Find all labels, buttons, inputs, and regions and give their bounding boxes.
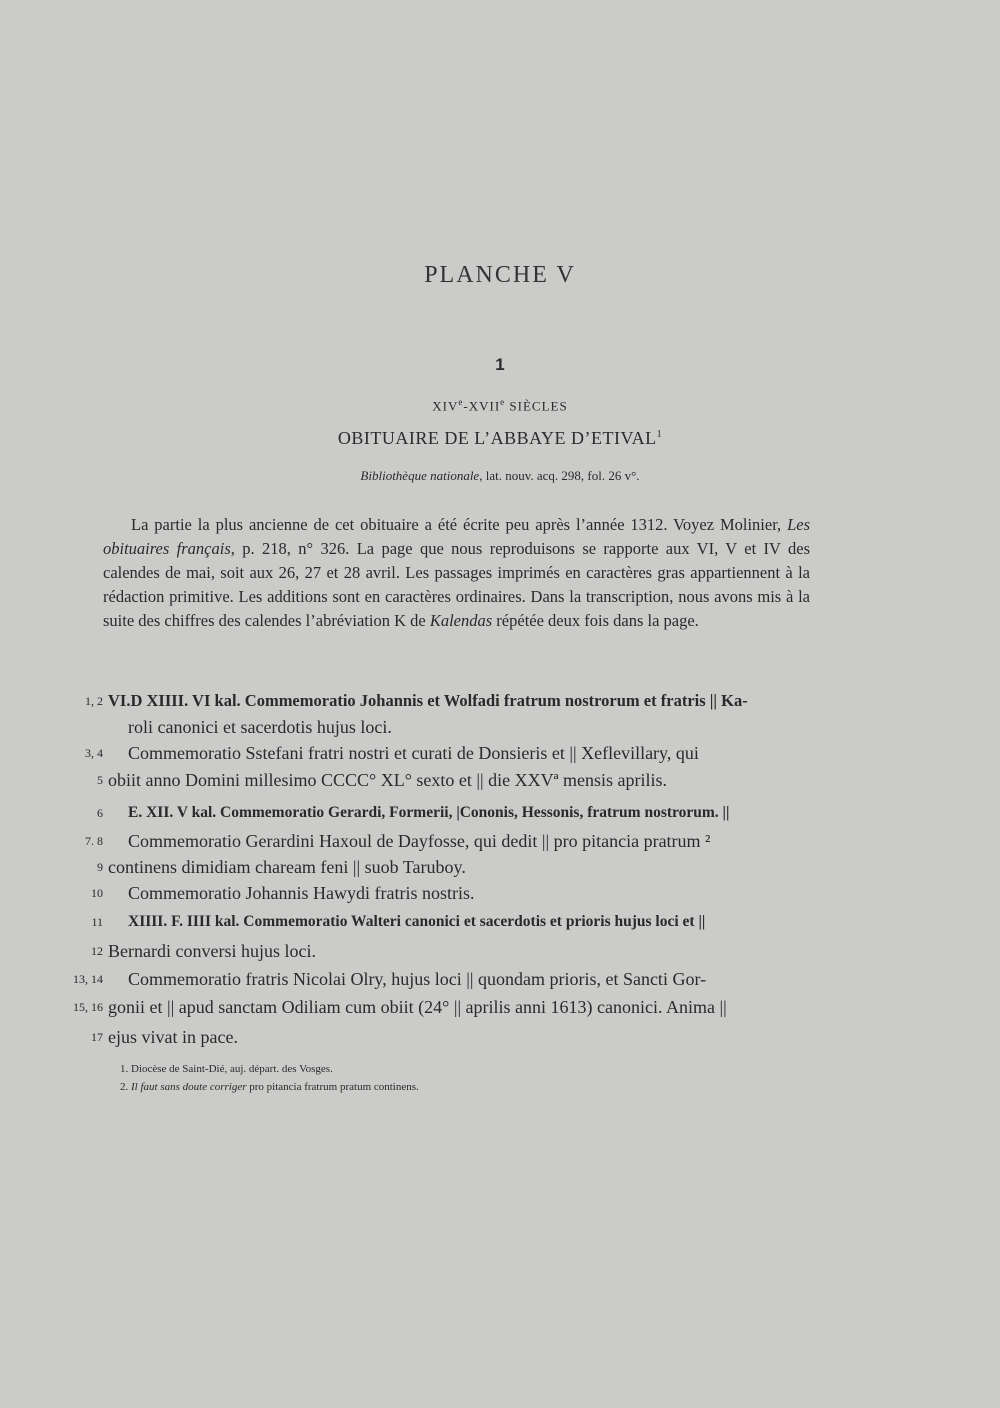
transcription-line (0, 909, 1000, 939)
century-start-sup: e (458, 397, 464, 407)
transcription-line (0, 1024, 1000, 1054)
footnote-text: Diocèse de Saint-Dié, auj. départ. des Vosges. (131, 1063, 333, 1075)
line-text: obiit anno Domini millesimo CCCC° XL° sexto et || die XXVª mensis aprilis. (108, 770, 668, 790)
line-text: roli canonici et sacerdotis hujus loci. (128, 717, 392, 737)
century-end-sup: e (500, 397, 506, 407)
line-number: 5 (97, 773, 103, 787)
century-start: XIV (432, 398, 459, 414)
line-text: ejus vivat in pace. (108, 1027, 238, 1047)
century-separator: - (463, 398, 469, 414)
line-number: 17 (91, 1030, 103, 1044)
footnote (120, 1078, 720, 1096)
line-number: 13, 14 (73, 972, 103, 986)
line-number: 10 (91, 886, 103, 900)
transcription-line (0, 800, 1000, 830)
footnotes (120, 1060, 720, 1096)
line-number: 9 (97, 860, 103, 874)
line-text: E. XII. V kal. Commemoratio Gerardi, Formerii, |Cononis, Hessonis, fratrum nostrorum. || (128, 804, 730, 821)
line-number: 1, 2 (85, 694, 103, 708)
line-number: 12 (91, 944, 103, 958)
intro-italic-1: Les obituaires français (103, 515, 810, 558)
centuries-word: SIÈCLES (505, 398, 568, 414)
section-number: 1 (495, 355, 505, 374)
intro-text (103, 513, 810, 633)
line-text: Commemoratio Gerardini Haxoul de Dayfosse, qui dedit || pro pitancia pratrum ² (128, 831, 711, 851)
footnote-number: 2. (120, 1081, 129, 1093)
line-number: 11 (91, 915, 103, 929)
line-text: gonii et || apud sanctam Odiliam cum obiit (24° || aprilis anni 1613) canonici. Anima || (108, 997, 727, 1017)
subtitle-text: OBITUAIRE DE L’ABBAYE D’ETIVAL (337, 428, 657, 448)
line-text: VI.D XIIII. VI kal. Commemoratio Johannis et Wolfadi fratrum nostrorum et fratris || Ka- (108, 691, 748, 710)
source-citation (0, 468, 1000, 484)
source-reference: , lat. nouv. acq. 298, fol. 26 v°. (479, 468, 640, 483)
line-text: continens dimidiam chaream feni || suob Taruboy. (108, 857, 466, 877)
intro-part-3: répétée deux fois dans la page. (492, 611, 699, 630)
transcription-line (0, 966, 1000, 996)
century-end: XVII (468, 398, 501, 414)
line-number: 6 (97, 806, 103, 820)
transcription-line (0, 994, 1000, 1024)
footnote-text: pro pitancia fratrum pratum continens. (246, 1081, 419, 1093)
line-text: Commemoratio fratris Nicolai Olry, hujus loci || quondam prioris, et Sancti Gor- (128, 969, 707, 989)
line-text: Commemoratio Johannis Hawydi fratris nostris. (128, 883, 475, 903)
source-library: Bibliothèque nationale (360, 468, 480, 483)
page-title: PLANCHE V (424, 262, 576, 288)
intro-part-1: La partie la plus ancienne de cet obituaire a été écrite peu après l’année 1312. Voyez Molinier, (131, 515, 788, 534)
footnote-number: 1. (120, 1063, 129, 1075)
footnote-italic: Il faut sans doute corriger (131, 1081, 247, 1093)
transcription-line (0, 880, 1000, 910)
intro-part-2: , p. 218, n° 326. La page que nous reproduisons se rapporte aux VI, V et IV des calendes de mai, soit aux 26, 27 et 28 avril. Les passages imprimés en caractères gras appartiennent à la rédaction primitive. Les additions sont en caractères ordinaires. Dans la transcription, nous avons mis à la suite des chiffres des calendes l’abréviation K de (103, 539, 810, 630)
transcription-line (0, 938, 1000, 968)
line-number: 7. 8 (85, 834, 103, 848)
line-text: XIIII. F. IIII kal. Commemoratio Walteri canonici et sacerdotis et prioris hujus loci et || (128, 913, 706, 930)
line-number: 15, 16 (73, 1000, 103, 1014)
intro-italic-2: Kalendas (429, 611, 493, 630)
intro-paragraph (103, 513, 810, 633)
transcription-line (0, 740, 1000, 770)
line-text: Commemoratio Sstefani fratri nostri et curati de Donsieris et || Xeflevillary, qui (128, 743, 699, 763)
line-number: 3, 4 (85, 746, 103, 760)
subtitle-footnote-ref: 1 (656, 429, 663, 440)
footnote (120, 1060, 720, 1078)
line-text: Bernardi conversi hujus loci. (108, 941, 316, 961)
transcription-line (0, 767, 1000, 797)
document-subtitle (0, 428, 1000, 449)
centuries-heading (0, 397, 1000, 414)
